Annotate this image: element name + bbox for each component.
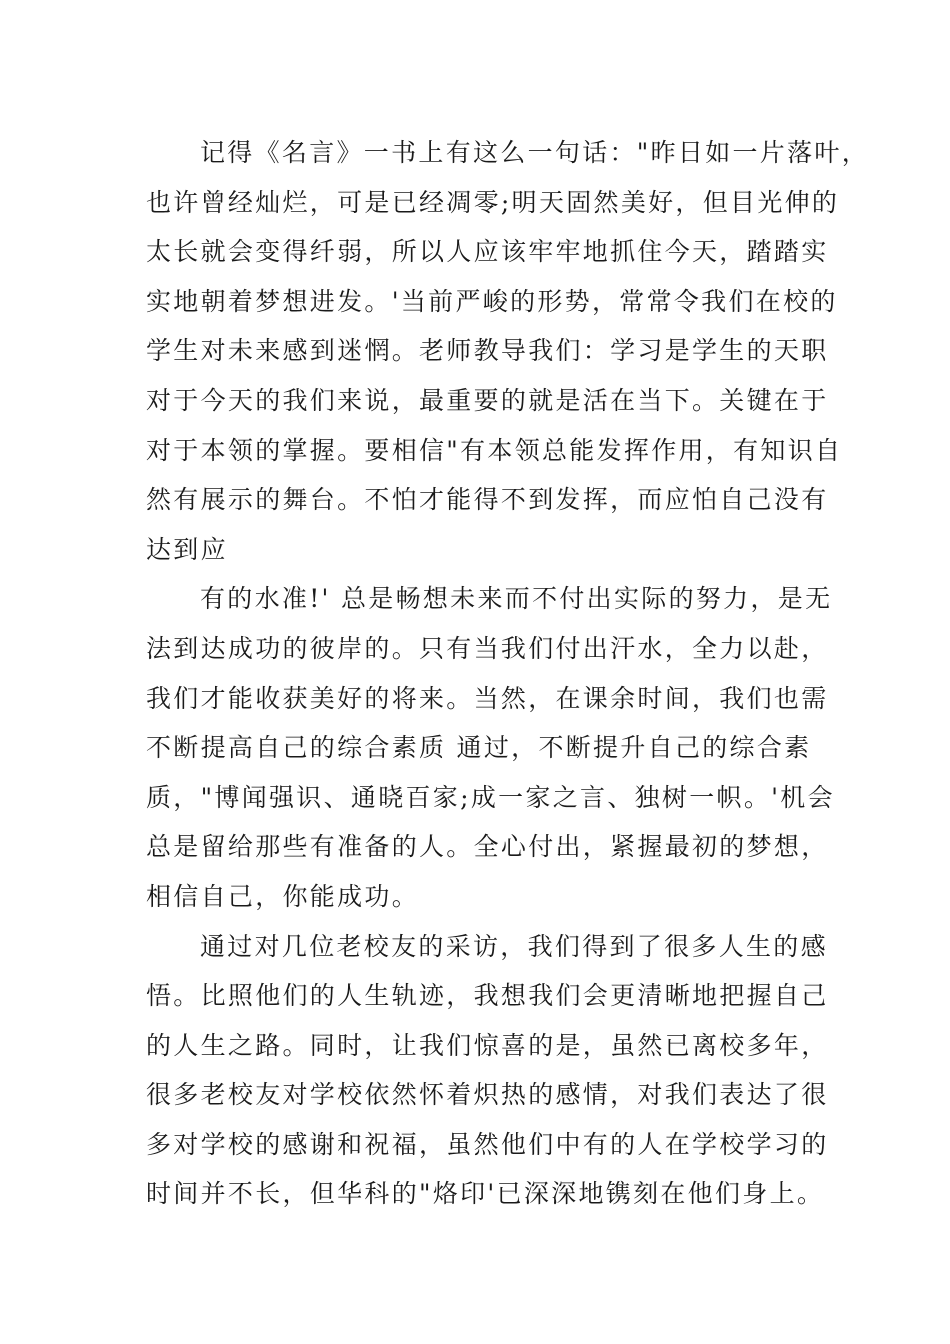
text-line: 的人生之路。同时，让我们惊喜的是，虽然已离校多年， <box>146 1030 829 1060</box>
text-line: 总是留给那些有准备的人。全心付出，紧握最初的梦想， <box>146 832 829 862</box>
text-line: 相信自己，你能成功。 <box>146 881 420 911</box>
text-line: 然有展示的舞台。不怕才能得不到发挥，而应怕自己没有 <box>146 485 829 515</box>
text-line: 太长就会变得纤弱，所以人应该牢牢地抓住今天，踏踏实 <box>146 237 829 267</box>
text-line: 悟。比照他们的人生轨迹，我想我们会更清晰地把握自己 <box>146 981 829 1011</box>
text-line: 法到达成功的彼岸的。只有当我们付出汗水，全力以赴， <box>146 633 829 663</box>
document-body <box>146 128 870 1219</box>
text-line: 质，"博闻强识、通晓百家;成一家之言、独树一帜。'机会 <box>146 782 835 812</box>
text-line: 学生对未来感到迷惘。老师教导我们：学习是学生的天职 <box>146 336 829 366</box>
text-line: 有的水准!' 总是畅想未来而不付出实际的努力，是无 <box>200 584 833 614</box>
text-line: 记得《名言》一书上有这么一句话："昨日如一片落叶， <box>200 138 870 167</box>
text-line: 不断提高自己的综合素质 通过，不断提升自己的综合素 <box>146 733 812 763</box>
text-line: 对于本领的掌握。要相信"有本领总能发挥作用，有知识自 <box>146 435 843 465</box>
text-line: 也许曾经灿烂，可是已经凋零;明天固然美好，但目光伸的 <box>146 187 840 217</box>
text-line: 我们才能收获美好的将来。当然，在课余时间，我们也需 <box>146 683 829 713</box>
text-line: 时间并不长，但华科的"烙印'已深深地镌刻在他们身上。 <box>146 1179 825 1209</box>
text-line: 多对学校的感谢和祝福，虽然他们中有的人在学校学习的 <box>146 1129 829 1159</box>
text-line: 通过对几位老校友的采访，我们得到了很多人生的感 <box>200 931 828 961</box>
text-line: 实地朝着梦想进发。'当前严峻的形势，常常令我们在校的 <box>146 286 838 316</box>
text-line: 很多老校友对学校依然怀着炽热的感情，对我们表达了很 <box>146 1080 829 1110</box>
text-line: 对于今天的我们来说，最重要的就是活在当下。关键在于 <box>146 385 829 415</box>
text-line: 达到应 <box>146 534 228 564</box>
